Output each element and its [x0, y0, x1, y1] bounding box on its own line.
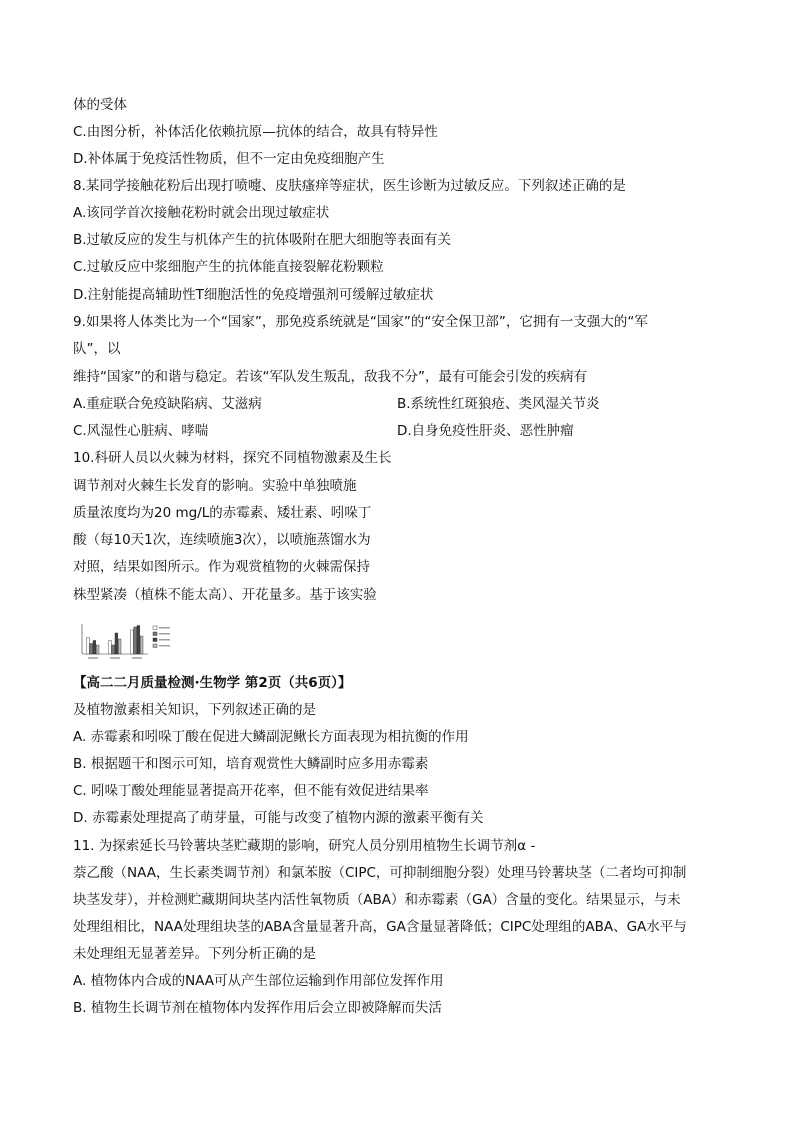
- question-10: 10.科研人员以火棘为材料，探究不同植物激素及生长: [73, 450, 392, 466]
- bar: [134, 627, 137, 654]
- bar: [90, 644, 93, 655]
- bar: [140, 636, 143, 654]
- text-line: 对照，结果如图所示。作为观赏植物的火棘需保持: [73, 559, 370, 575]
- legend-swatch: [153, 638, 157, 642]
- bar: [115, 633, 118, 654]
- option-b: B.过敏反应的发生与机体产生的抗体吸附在肥大细胞等表面有关: [73, 232, 452, 248]
- option-d: D.补体属于免疫活性物质，但不一定由免疫细胞产生: [73, 151, 385, 167]
- question-8: 8.某同学接触花粉后出现打喷嚏、皮肤瘙痒等症状，医生诊断为过敏反应。下列叙述正确的是: [73, 178, 626, 194]
- legend-swatch: [153, 626, 157, 630]
- text-line: 萘乙酸（NAA，生长素类调节剂）和氯苯胺（CIPC，可抑制细胞分裂）处理马铃薯块茎（二者均可抑制: [73, 865, 687, 881]
- text-line: 未处理组无显著差异。下列分析正确的是: [73, 946, 316, 962]
- text-line: 队”，以: [73, 341, 121, 357]
- option-c: C.风湿性心脏病、哮喘: [73, 423, 209, 439]
- option-a: A. 赤霉素和吲哚丁酸在促进大鳞副泥鳅长方面表现为相抗衡的作用: [73, 729, 469, 745]
- legend-swatch: [153, 632, 157, 636]
- text-line: 调节剂对火棘生长发育的影响。实验中单独喷施: [73, 478, 357, 494]
- page-footer: 【高二二月质量检测·生物学 第2页（共6页）】: [73, 675, 352, 691]
- option-c: C.过敏反应中浆细胞产生的抗体能直接裂解花粉颗粒: [73, 259, 384, 275]
- text-line: 质量浓度均为20 mg/L的赤霉素、矮壮素、吲哚丁: [73, 505, 372, 521]
- option-d: D.自身免疫性肝炎、恶性肿瘤: [397, 423, 574, 439]
- bar: [131, 630, 134, 654]
- option-c: C. 吲哚丁酸处理能显著提高开花率，但不能有效促进结果率: [73, 783, 429, 799]
- option-b: B. 植物生长调节剂在植物体内发挥作用后会立即被降解而失活: [73, 1000, 442, 1016]
- option-a: A.重症联合免疫缺陷病、艾滋病: [73, 396, 262, 412]
- question-11: 11. 为探索延长马铃薯块茎贮藏期的影响，研究人员分别用植物生长调节剂α -: [73, 838, 536, 854]
- text-line: 维持“国家”的和谐与稳定。若该“军队发生叛乱，敌我不分”，最有可能会引发的疾病有: [73, 369, 587, 385]
- text-line: 及植物激素相关知识，下列叙述正确的是: [73, 702, 316, 718]
- bar: [87, 638, 90, 655]
- text-line: 处理组相比，NAA处理组块茎的ABA含量显著升高，GA含量显著降低；CIPC处理组的ABA、GA水平与: [73, 919, 687, 935]
- question-9: 9.如果将人体类比为一个“国家”，那免疫系统就是“国家”的“安全保卫部”，它拥有一支强大的“军: [73, 314, 648, 330]
- option-c: C.由图分析，补体活化依赖抗原—抗体的结合，故具有特异性: [73, 124, 438, 140]
- bar: [93, 641, 96, 655]
- bar: [118, 639, 121, 654]
- option-b: B. 根据题干和图示可知，培育观赏性大鳞副时应多用赤霉素: [73, 756, 429, 772]
- text-line: 酸（每10天1次，连续喷施3次），以喷施蒸馏水为: [73, 532, 371, 548]
- text-line: 体的受体: [73, 97, 127, 113]
- option-a: A.该同学首次接触花粉时就会出现过敏症状: [73, 205, 330, 221]
- bar: [96, 645, 99, 654]
- option-d: D. 赤霉素处理提高了萌芽量，可能与改变了植物内源的激素平衡有关: [73, 810, 484, 826]
- bar-chart: [78, 622, 174, 662]
- legend-swatch: [153, 644, 157, 648]
- option-b: B.系统性红斑狼疮、类风湿关节炎: [397, 396, 600, 412]
- text-line: 块茎发芽），并检测贮藏期间块茎内活性氧物质（ABA）和赤霉素（GA）含量的变化。结果显示，与未: [73, 892, 681, 908]
- text-line: 株型紧凑（植株不能太高）、开花量多。基于该实验: [73, 587, 377, 603]
- option-a: A. 植物体内合成的NAA可从产生部位运输到作用部位发挥作用: [73, 973, 444, 989]
- bar: [112, 645, 115, 654]
- bar: [137, 626, 140, 655]
- bar-chart-svg: [78, 622, 174, 662]
- option-d: D.注射能提高辅助性T细胞活性的免疫增强剂可缓解过敏症状: [73, 287, 434, 303]
- bar: [109, 641, 112, 655]
